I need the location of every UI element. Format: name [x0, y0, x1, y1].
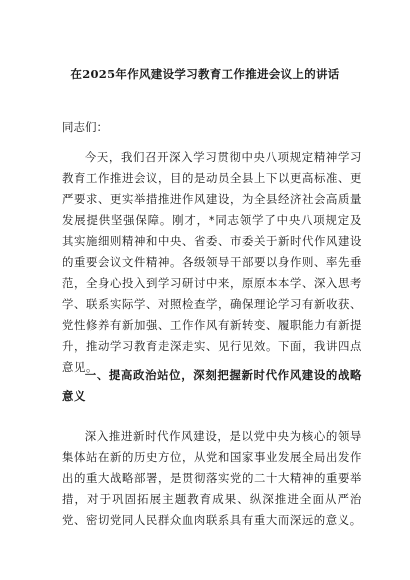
salutation: 同志们：: [62, 120, 108, 134]
section-heading: 一、提高政治站位，深刻把握新时代作风建设的战略意义: [62, 368, 362, 403]
body-paragraph: 深入推进新时代作风建设，是以党中央为核心的领导集体站在新的历史方位，从党和国家事业发展全局出发作出的重大战略部署，是贯彻落实党的二十大精神的重要举措，对于巩固拓展主题教育成果、纵深推进全面从严治党、密切党同人民群众血肉联系具有重大而深远的意义。: [62, 429, 362, 527]
body-paragraph: 今天，我们召开深入学习贯彻中央八项规定精神学习教育工作推进会议，目的是动员全县上下以更高标准、更严要求、更实举措推进作风建设，为全县经济社会高质量发展提供坚强保障。刚才，*同志领学了中央八项规定及其实施细则精神和中央、省委、市委关于新时代作风建设的重要会议文件精神。各级领导干部要以身作则、率先垂范，全身心投入到学习研讨中来，原原本本学、深入思考学、联系实际学、对照检查学，确保理论学习有新收获、党性修养有新加强、工作作风有新转变、履职能力有新提升，推动学习教育走深走实、见行见效。下面，我讲四点意见。: [62, 150, 362, 374]
document-title: 在2025年作风建设学习教育工作推进会议上的讲话: [70, 67, 340, 81]
